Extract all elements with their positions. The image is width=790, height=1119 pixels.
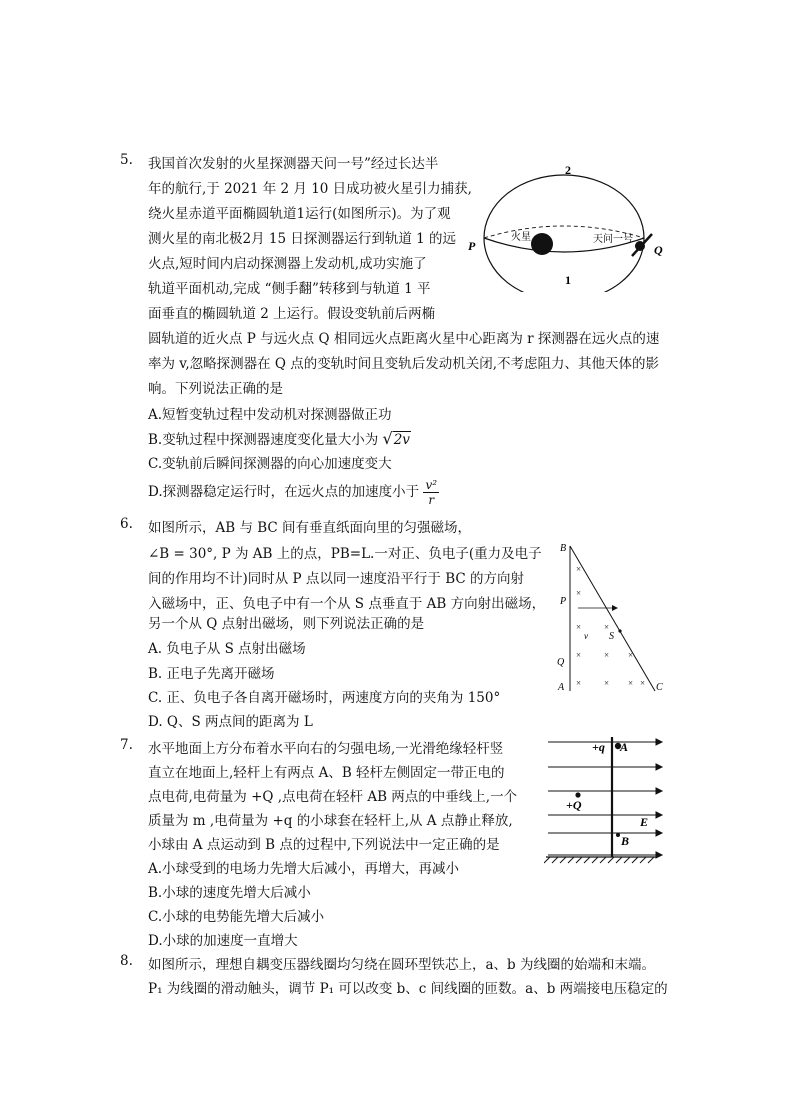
point-b — [616, 833, 620, 837]
svg-text:×: × — [640, 678, 646, 688]
q8-line: 如图所示，理想自耦变压器线圈均匀绕在圆环型铁芯上，a、b 为线圈的始端和末端。 — [148, 957, 655, 973]
q7-option-d: D.小球的加速度一直增大 — [148, 933, 298, 949]
q6-line: 另一个从 Q 点射出磁场，则下列说法正确的是 — [148, 616, 425, 632]
label-a: A — [558, 682, 565, 693]
svg-text:×: × — [604, 622, 610, 632]
svg-text:×: × — [576, 678, 582, 688]
label-a: A — [620, 740, 629, 754]
orbit-2-label: 2 — [565, 163, 571, 177]
q7-field-figure — [544, 733, 668, 865]
q6-number: 6. — [120, 516, 133, 532]
point-s — [618, 629, 621, 632]
q7-line: 点电荷,电荷量为 +Q ,点电荷在轻杆 AB 两点的中垂线上,一个 — [148, 789, 518, 805]
svg-text:×: × — [576, 588, 582, 598]
q7-line: 质量为 m ,电荷量为 +q 的小球套在轻杆上,从 A 点静止释放, — [148, 813, 513, 829]
label-e: E — [640, 815, 649, 829]
q7-line: 直立在地面上,轻杆上有两点 A、B 轻杆左侧固定一带正电的 — [148, 765, 505, 781]
label-plus-q-big: +Q — [566, 798, 582, 812]
label-b: B — [621, 834, 630, 848]
q5-line: 圆轨道的近火点 P 与远火点 Q 相同远火点距离火星中心距离为 r 探测器在远火点的速 — [148, 331, 660, 347]
label-b: B — [560, 543, 567, 554]
side-bc — [570, 546, 655, 691]
svg-text:×: × — [604, 650, 610, 660]
q6-option-c: C. 正、负电子各自离开磁场时，两速度方向的夹角为 150° — [148, 690, 501, 706]
svg-text:×: × — [628, 650, 634, 660]
label-s: S — [609, 631, 614, 642]
q6-field-figure — [552, 538, 672, 698]
probe-label: 天问一号 — [593, 234, 633, 245]
q5-line: 轨道平面机动,完成 “侧手翻”转移到与轨道 1 平 — [148, 281, 431, 297]
q5-line: 火点,短时间内启动探测器上发动机,成功实施了 — [148, 256, 427, 272]
point-q-label: Q — [654, 243, 663, 257]
mars-body — [531, 233, 553, 255]
label-v: v — [584, 631, 588, 641]
q6-line: 如图所示，AB 与 BC 间有垂直纸面向里的匀强磁场， — [148, 520, 472, 536]
mars-label: 火星 — [511, 232, 531, 243]
q5-option-b — [148, 428, 411, 448]
field-crosses — [576, 564, 645, 688]
orbit-1-label: 1 — [565, 273, 571, 287]
fraction-denominator: r — [428, 493, 435, 507]
fraction — [423, 478, 439, 507]
q5-orbit-figure — [468, 162, 668, 292]
q5-line: 我国首次发射的火星探测器天问一号”经过长达半 — [148, 156, 439, 172]
q6-option-d: D. Q、S 两点间的距离为 L — [148, 714, 313, 730]
point-p-label: P — [468, 239, 476, 253]
label-q: Q — [557, 657, 565, 668]
q5-number: 5. — [120, 152, 133, 168]
q5-line: 年的航行,于 2021 年 2 月 10 日成功被火星引力捕获, — [148, 181, 472, 197]
q6-option-b: B. 正电子先离开磁场 — [148, 666, 275, 682]
q5-option-b-text: B.变轨过程中探测器速度变化量大小为 — [148, 432, 379, 448]
q6-line: 间的作用均不计)同时从 P 点以同一速度沿平行于 BC 的方向射 — [148, 571, 525, 587]
svg-text:×: × — [576, 622, 582, 632]
svg-text:×: × — [604, 678, 610, 688]
label-c: C — [656, 682, 663, 693]
q8-line: P₁ 为线圈的滑动触头，调节 P₁ 可以改变 b、c 间线圈的匝数。a、b 两端接电压稳定的 — [148, 981, 668, 997]
q5-line: 绕火星赤道平面椭圆轨道1运行(如图所示)。为了观 — [148, 206, 451, 222]
q5-line: 响。下列说法正确的是 — [148, 381, 283, 397]
q7-option-a: A.小球受到的电场力先增大后减小，再增大，再减小 — [148, 861, 460, 877]
svg-text:×: × — [576, 564, 582, 574]
sqrt-expression: √2v — [382, 429, 410, 448]
sqrt-radicand: 2v — [393, 432, 410, 448]
q7-number: 7. — [120, 737, 133, 753]
q7-option-b: B.小球的速度先增大后减小 — [148, 885, 311, 901]
q8-number: 8. — [120, 953, 133, 969]
q5-option-c: C.变轨前后瞬间探测器的向心加速度变大 — [148, 456, 392, 472]
q5-option-a: A.短暂变轨过程中发动机对探测器做正功 — [148, 407, 392, 423]
point-charge-q — [575, 792, 580, 797]
q6-option-a: A. 负电子从 S 点射出磁场 — [148, 641, 306, 657]
ground-hatch — [544, 857, 654, 863]
velocity-arrowhead — [612, 605, 618, 611]
q6-line: ∠B = 30°, P 为 AB 上的点，PB=L.一对正、负电子(重力及电子 — [148, 546, 542, 562]
q5-line: 测火星的南北极2月 15 日探测器运行到轨道 1 的远 — [148, 231, 457, 247]
q5-line: 率为 v,忽略探测器在 Q 点的变轨时间且变轨后发动机关闭,不考虑阻力、其他天体的影 — [148, 356, 660, 372]
q7-line: 小球由 A 点运动到 B 点的过程中,下列说法中一定正确的是 — [148, 837, 500, 853]
q5-option-d-text: D.探测器稳定运行时，在远火点的加速度小于 — [148, 484, 420, 500]
q7-line: 水平地面上方分布着水平向右的匀强电场,一光滑绝缘轻杆竖 — [148, 741, 504, 757]
q5-line: 面垂直的椭圆轨道 2 上运行。假设变轨前后两椭 — [148, 306, 436, 322]
svg-text:×: × — [576, 650, 582, 660]
q7-option-c: C.小球的电势能先增大后减小 — [148, 909, 325, 925]
q6-line: 入磁场中，正、负电子中有一个从 S 点垂直于 AB 方向射出磁场， — [148, 596, 546, 612]
q5-option-d — [148, 478, 439, 507]
label-p: P — [560, 596, 567, 607]
svg-text:×: × — [628, 678, 634, 688]
fraction-numerator: v² — [425, 478, 438, 492]
label-plus-q-small: +q — [592, 740, 605, 754]
